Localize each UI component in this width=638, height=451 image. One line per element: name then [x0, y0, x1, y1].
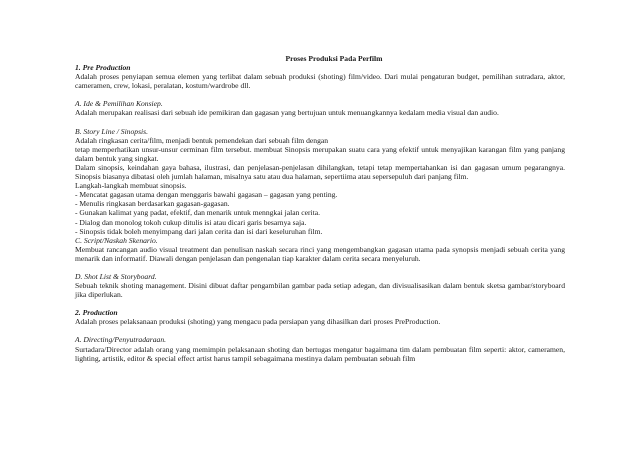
sinopsis-step: - Menulis ringkasan berdasarkan gagasan-gagasan.	[75, 199, 230, 209]
pre-production-text: Adalah proses penyiapan semua elemen yang terlibat dalam sebuah produksi (shoting) film/video. Dari mulai pengaturan budget, pemilihan sutradara, aktor, cameramen, crew, lokasi, peralatan, kostum/wardrobe dll.	[75, 72, 565, 91]
sinopsis-text-1: Adalah ringkasan cerita/film, menjadi bentuk pemendekan dari sebuah film dengan	[75, 135, 329, 145]
sinopsis-steps-title: Langkah-langkah membuat sinopsis.	[75, 181, 187, 191]
directing-text: Surtadara/Director adalah orang yang memimpin pelaksanaan shoting dan bertugas mengatur bagaimana tim dalam pembuatan film seperti: aktor, cameramen, lighting, artistik, editor & special effect artist harus tampil sebagaimana mestinya dalam pembuatan sebuah film	[75, 344, 565, 363]
directing-section	[75, 335, 565, 362]
production-section	[75, 308, 565, 326]
ide-section	[75, 99, 565, 117]
pre-production-heading: 1. Pre Production	[75, 63, 131, 73]
shotlist-text: Sebuah teknik shoting management. Disini dibuat daftar pengambilan gambar pada setiap adegan, dan divisualisasikan dalam bentuk sketsa gambar/storyboard jika diperlukan.	[75, 281, 565, 300]
shotlist-heading: D. Shot List & Storyboard.	[75, 271, 157, 281]
sinopsis-step: - Mencatat gagasan utama dengan menggaris bawahi gagasan – gagasan yang penting.	[75, 190, 338, 200]
sinopsis-step: - Dialog dan monolog tokoh cukup ditulis isi atau dicari garis besarnya saja.	[75, 217, 307, 227]
production-text: Adalah proses pelaksanaan produksi (shoting) yang mengacu pada persiapan yang dihasilkan dari proses PreProduction.	[75, 317, 441, 327]
pre-production-section	[75, 63, 565, 90]
ide-text: Adalah merupakan realisasi dari sebuah ide pemikiran dan gagasan yang bertujuan untuk menuangkannya kedalam media visual dan audio.	[75, 108, 499, 118]
sinopsis-step: - Gunakan kalimat yang padat, efektif, dan menarik untuk menngkai jalan cerita.	[75, 208, 321, 218]
production-heading: 2. Production	[75, 308, 118, 318]
sinopsis-heading: B. Story Line / Sinopsis.	[75, 126, 148, 136]
sinopsis-text-2: tetap memperhatikan unsur-unsur cerminan film tersebut. membuat Sinopsis merupakan suatu cara yang efektif untuk menyajikan karangan film yang panjang dalam bentuk yang singkat.	[75, 144, 565, 163]
sinopsis-step: - Sinopsis tidak boleh menyimpang dari jalan cerita dan isi dari keseluruhan film.	[75, 226, 323, 236]
script-text: Membuat rancangan audio visual treatment dan penulisan naskah secara rinci yang mengembangkan gagasan utama pada synopsis menjadi sebuah cerita yang menarik dan informatif. Diawali dengan penjelasan dan pengenalan tiap karakter dalam cerita secara menyeluruh.	[75, 244, 565, 263]
sinopsis-section	[75, 127, 565, 236]
directing-heading: A. Directing/Penyutradaraan.	[75, 335, 167, 345]
document-title: Proses Produksi Pada Perfilm	[285, 54, 383, 63]
ide-heading: A. Ide & Pemilihan Konsiep.	[75, 99, 163, 109]
sinopsis-text-3: Dalam sinopsis, keindahan gaya bahasa, ilustrasi, dan penjelasan-penjelasan dihilangkan, tetapi tetap mempertahankan isi dan gagasan umum pegarangnya. Sinopsis biasanya dibatasi oleh jumlah halaman, misalnya satu atau dua halaman, sepertiima atau sepersepuluh dari panjang film.	[75, 162, 565, 182]
shotlist-section	[75, 272, 565, 299]
script-section	[75, 236, 565, 263]
script-heading: C. Script/Naskah Skenario.	[75, 235, 158, 245]
document-body	[75, 54, 565, 363]
